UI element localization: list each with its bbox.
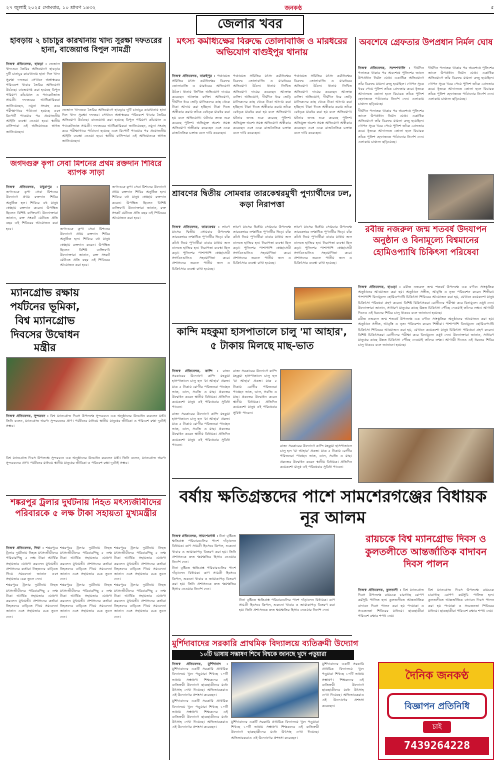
story9-dateline: নিজস্ব প্রতিবেদক, সামশেরগঞ্জ : [172, 534, 219, 538]
story2-headline: মৎস্য কর্মাধ্যক্ষের বিরুদ্ধে তোলাবাজি ও মারধরের অভিযোগ বাগুইপুর থানায় [176, 37, 348, 59]
story4-body-cont-text: জগদগুরু কৃপা সেবা মিশনের উদ্যোগে প্রথম রক্তদান শিবির অনুষ্ঠিত হল। শিবিরে বহু মানুষ স্বেচ্ছায় রক্তদান করেন। উপস্থিত ছিলেন বিশিষ্ট ব্যক্তিবর্গ। উদ্যোক্তারা জানান, রক্ত সংকট মেটাতে প্রতি বছর এই শিবিরের আয়োজন করা হবে। [60, 227, 110, 268]
divider [6, 283, 166, 284]
story4-body-cont [60, 227, 110, 280]
story5-photo [294, 287, 352, 320]
story2-body-text: পঞ্চায়েত সমিতির মৎস্য কর্মাধ্যক্ষের বিরুদ্ধে তোলাবাজি ও মারধরের অভিযোগ উঠল। থানায় লিখিত অভিযোগ দায়ের করেছেন আক্রান্ত ব্যক্তি। অভিযোগ, দীর্ঘদিন ধরে ভেড়ি মালিকদের কাছ থেকে টাকা আদায় করা হচ্ছিল। টাকা দিতে অস্বীকার করায় তাঁকে বেধড়ক মারধর করা হয় বলে অভিযোগ। ঘটনার তদন্ত শুরু করেছে পুলিশ। অভিযুক্ত অবশ্য সমস্ত অভিযোগ অস্বীকার করেছেন এবং একে রাজনৈতিক চক্রান্ত বলে দাবি করেছেন। [172, 74, 230, 136]
story2-body-cont2 [294, 74, 352, 182]
story8-body-text: রাজ্য সরকারের উদ্যোগে কান্দি মহকুমা হাসপাতালে চালু হল 'মা আহার' প্রকল্প। মাত্র ৫ টাকায় রোগীর পরিজনরা পাচ্ছেন ভাত, ডাল, সবজি ও মাছ। প্রকল্পের উদ্বোধন করেন স্থানীয় বিধায়ক। প্রতিদিন কয়েকশো মানুষ এই পরিষেবার সুবিধা পাবেন। [172, 369, 230, 410]
story12-body-cont2-text: মুর্শিদাবাদের একটি সরকারি প্রাথমিক বিদ্যালয়ে খুদে পড়ুয়ারা শিখছে ১০টি ভাষায় সম্ভাষণ। শিক্ষকদের এই ব্যতিক্রমী উদ্যোগে ছাত্রছাত্রীদের মধ্যে উৎসাহ দেখা দিয়েছে। অভিভাবকরাও এই উদ্যোগের প্রশংসা করেছেন। [231, 720, 319, 740]
story8-body-cont3-text: রাজ্য সরকারের উদ্যোগে কান্দি মহকুমা হাসপাতালে চালু হল 'মা আহার' প্রকল্প। মাত্র ৫ টাকায় রোগীর পরিজনরা পাচ্ছেন ভাত, ডাল, সবজি ও মাছ। প্রকল্পের উদ্বোধন করেন স্থানীয় বিধায়ক। প্রতিদিন কয়েকশো মানুষ এই পরিষেবার সুবিধা পাবেন। [280, 444, 352, 469]
story11-body-cont3-text: শঙ্করপুরে ট্রলার দুর্ঘটনায় নিহত মৎস্যজীবীদের পরিবারপিছু ৫ লক্ষ টাকা আর্থিক সহায়তার ঘোষণা করলেন মুখ্যমন্ত্রী। প্রশাসনের কর্তারা নিহতদের বাড়িতে গিয়ে সমবেদনা জানান এবং সহায়তার চেক তুলে দেন। [60, 583, 112, 619]
story5-headline: শ্রাবণের দ্বিতীয় সোমবার তারকেশ্বরমুখী পুণ্যার্থীদের ঢল, কড়া নিরাপত্তা [172, 188, 352, 210]
story1-photo [62, 62, 166, 106]
story9-body-cont [239, 598, 335, 632]
story5-body-text: শ্রাবণ মাসের দ্বিতীয় সোমবার উপলক্ষে তারকেশ্বরে লক্ষাধিক পুণ্যার্থীর ভিড়। বাঁক কাঁধে নিয়ে পুণ্যার্থীরা বাবার মাথায় জল ঢালতে হাজির হন। নিরাপত্তা ব্যবস্থা ছিল কড়া। পুলিশের পাশাপাশি স্বেচ্ছাসেবী সংগঠনগুলিও সহযোগিতা করে। প্রশাসনের তরফে পানীয় জল ও চিকিৎসার ব্যবস্থা রাখা হয়েছে। [172, 225, 230, 271]
story5-body-cont [233, 225, 291, 320]
divider [6, 495, 166, 496]
story11-headline: শঙ্করপুর ট্রলার দুর্ঘটনায় নিহত মৎস্যজীবীদের পরিবারকে ৫ লক্ষ টাকা সহায়তা মুখ্যমন্ত্রীর [10, 498, 162, 519]
story10-headline: রায়চকে বিশ্ব ম্যানগ্রোভ দিবস ও কুলতলীতে আন্তর্জাতিক বাদাবন দিবস পালন [365, 534, 487, 571]
story11-body [6, 546, 58, 760]
story6-body [358, 285, 494, 425]
story3-body-cont [428, 66, 494, 172]
story5-dateline: নিজস্ব প্রতিবেদক, তারকেশ্বর : [172, 225, 220, 229]
story1-headline: হাবড়ায় ২ চাচাচুর কারখানায় খাদ্য সুরক্ষা দফতরের হানা, বাজেয়াপ্ত বিপুল সামগ্রী [10, 37, 162, 54]
story12-subhead: ১০টি ভাষায় সম্ভাষণ শিখে বিশ্বকে জানছে খুদে পড়ুয়ারা [172, 650, 354, 660]
story1-body-cont-text: ভেজাল খাদ্যদ্রব্য তৈরির অভিযোগে হাবড়ার দুটি চানাচুর কারখানায় হানা দিল খাদ্য সুরক্ষা দফতর। সেখানে অস্বাস্থ্যকর পরিবেশে খাবার তৈরির অভিযোগ উঠেছে। বাজেয়াপ্ত করা হয়েছে বিপুল পরিমাণ কাঁচামাল ও প্যাকেটজাত সামগ্রী। দফতরের আধিকারিকরা জানিয়েছেন, নমুনা সংগ্রহ করে পরীক্ষাগারে পাঠানো হয়েছে এবং রিপোর্ট পাওয়ার পর প্রয়োজনীয় আইনি ব্যবস্থা নেওয়া হবে। স্থানীয় বাসিন্দারা এই অভিযানকে স্বাগত জানিয়েছেন। [62, 108, 166, 144]
story12-body-cont3-text: মুর্শিদাবাদের একটি সরকারি প্রাথমিক বিদ্যালয়ে খুদে পড়ুয়ারা শিখছে ১০টি ভাষায় সম্ভাষণ। শিক্ষকদের এই ব্যতিক্রমী উদ্যোগে ছাত্রছাত্রীদের মধ্যে উৎসাহ দেখা দিয়েছে। অভিভাবকরাও এই উদ্যোগের প্রশংসা করেছেন। [322, 662, 364, 708]
story4-body [6, 185, 58, 280]
ad-banner[interactable] [378, 662, 494, 760]
story8-headline-text: কান্দি মহকুমা হাসপাতালে চালু 'মা আহার', ৫ টাকায় মিলছে মাছ-ভাত [176, 327, 348, 352]
story3-headline: অবশেষে গ্রেফতার উপপ্রধান নির্মল ঘোষ [359, 37, 493, 47]
ad-sub: চাই [423, 721, 451, 733]
divider [172, 185, 352, 186]
story6-photo [358, 428, 494, 483]
story7-body-cont-text: বিশ্ব ম্যানগ্রোভ দিবস উপলক্ষে সুন্দরবনে এক অনুষ্ঠানের উদ্বোধন করলেন মন্ত্রী। তিনি বলেন, ম্যানগ্রোভ অরণ্য সুন্দরবনের প্রাণ। পর্যটনের মাধ্যমে স্থানীয় মানুষের জীবিকা ও পরিবেশ রক্ষা দুটোই সম্ভব। [6, 456, 166, 466]
story5-body-cont-text: শ্রাবণ মাসের দ্বিতীয় সোমবার উপলক্ষে তারকেশ্বরে লক্ষাধিক পুণ্যার্থীর ভিড়। বাঁক কাঁধে নিয়ে পুণ্যার্থীরা বাবার মাথায় জল ঢালতে হাজির হন। নিরাপত্তা ব্যবস্থা ছিল কড়া। পুলিশের পাশাপাশি স্বেচ্ছাসেবী সংগঠনগুলিও সহযোগিতা করে। প্রশাসনের তরফে পানীয় জল ও চিকিৎসার ব্যবস্থা রাখা হয়েছে। [233, 225, 291, 266]
story8-body [172, 369, 230, 476]
story8-dateline: নিজস্ব প্রতিবেদক, কান্দি : [172, 369, 219, 373]
story4-body-cont2 [112, 185, 166, 280]
story6-headline: রবীন্দ্র নজরুল জন্ম শতবর্ষ উদযাপন অনুষ্ঠান ও বিনামূল্যে বিশ্বমানের হোমিওপ্যাথি চিকিৎসা পরিষেবা [365, 225, 487, 258]
story12-headline: মুর্শিদাবাদের সরকারি প্রাথমিক বিদ্যালয়ে ব্যতিক্রমী উদ্যোগ [172, 638, 359, 648]
divider [172, 635, 352, 636]
divider [172, 323, 352, 324]
story8-body-cont-text: রাজ্য সরকারের উদ্যোগে কান্দি মহকুমা হাসপাতালে চালু হল 'মা আহার' প্রকল্প। মাত্র ৫ টাকায় রোগীর পরিজনরা পাচ্ছেন ভাত, ডাল, সবজি ও মাছ। প্রকল্পের উদ্বোধন করেন স্থানীয় বিধায়ক। প্রতিদিন কয়েকশো মানুষ এই পরিষেবার সুবিধা পাবেন। [172, 411, 230, 447]
story7-body-cont [6, 456, 166, 492]
masthead [6, 4, 494, 13]
story10-body-cont-text: বিশ্ব ম্যানগ্রোভ দিবস উপলক্ষে রায়চকে চারাগাছ রোপণ কর্মসূচি পালিত হল। কুলতলীতে আন্তর্জাতিক বাদাবন দিবস পালন করা হয় পদযাত্রা ও সচেতনতা শিবিরের মাধ্যমে। ছাত্রছাত্রীরা পরিবেশ রক্ষার শপথ নেয়। [428, 588, 494, 613]
story7-dateline: নিজস্ব প্রতিবেদক, সুন্দরবন : [6, 414, 49, 418]
story12-body [172, 662, 228, 760]
story2-body-cont-text: পঞ্চায়েত সমিতির মৎস্য কর্মাধ্যক্ষের বিরুদ্ধে তোলাবাজি ও মারধরের অভিযোগ উঠল। থানায় লিখিত অভিযোগ দায়ের করেছেন আক্রান্ত ব্যক্তি। অভিযোগ, দীর্ঘদিন ধরে ভেড়ি মালিকদের কাছ থেকে টাকা আদায় করা হচ্ছিল। টাকা দিতে অস্বীকার করায় তাঁকে বেধড়ক মারধর করা হয় বলে অভিযোগ। ঘটনার তদন্ত শুরু করেছে পুলিশ। অভিযুক্ত অবশ্য সমস্ত অভিযোগ অস্বীকার করেছেন এবং একে রাজনৈতিক চক্রান্ত বলে দাবি করেছেন। [233, 74, 291, 136]
story11-body-cont4-text: শঙ্করপুরে ট্রলার দুর্ঘটনায় নিহত মৎস্যজীবীদের পরিবারপিছু ৫ লক্ষ টাকা আর্থিক সহায়তার ঘোষণা করলেন মুখ্যমন্ত্রী। প্রশাসনের কর্তারা নিহতদের বাড়িতে গিয়ে সমবেদনা জানান এবং সহায়তার চেক তুলে দেন। [114, 546, 166, 582]
story8-photo [280, 369, 352, 441]
story11-body-cont5-text: শঙ্করপুরে ট্রলার দুর্ঘটনায় নিহত মৎস্যজীবীদের পরিবারপিছু ৫ লক্ষ টাকা আর্থিক সহায়তার ঘোষণা করলেন মুখ্যমন্ত্রী। প্রশাসনের কর্তারা নিহতদের বাড়িতে গিয়ে সমবেদনা জানান এবং সহায়তার চেক তুলে দেন। [114, 583, 166, 619]
story12-dateline: নিজস্ব প্রতিবেদক, মুর্শিদাবাদ : [172, 662, 228, 666]
story3-body-text: দীর্ঘদিন পলাতক থাকার পর অবশেষে পুলিশের জালে উপপ্রধান নির্মল ঘোষ। একাধিক অভিযোগে তাঁর বিরুদ্ধে মামলা রুজু হয়েছিল। গোপন সূত্রে খবর পেয়ে পুলিশ তাঁকে গ্রেফতার করে। ধৃতকে আদালতে তোলা হলে বিচারক তাঁকে পুলিশ হেফাজতে পাঠানোর নির্দেশ দেন। এলাকায় চাঞ্চল্য ছড়িয়েছে। [358, 66, 424, 107]
divider [6, 157, 166, 158]
story1-body-cont [62, 108, 166, 154]
story6-dateline: নিজস্ব প্রতিবেদক, হাওড়া : [358, 285, 401, 289]
story1-body-text: ভেজাল খাদ্যদ্রব্য তৈরির অভিযোগে হাবড়ার দুটি চানাচুর কারখানায় হানা দিল খাদ্য সুরক্ষা দফতর। সেখানে অস্বাস্থ্যকর পরিবেশে খাবার তৈরির অভিযোগ উঠেছে। বাজেয়াপ্ত করা হয়েছে বিপুল পরিমাণ কাঁচামাল ও প্যাকেটজাত সামগ্রী। দফতরের আধিকারিকরা জানিয়েছেন, নমুনা সংগ্রহ করে পরীক্ষাগারে পাঠানো হয়েছে এবং রিপোর্ট পাওয়ার পর প্রয়োজনীয় আইনি ব্যবস্থা নেওয়া হবে। স্থানীয় বাসিন্দারা এই অভিযানকে স্বাগত জানিয়েছেন। [6, 62, 60, 134]
story9-body-cont-text: টানা বৃষ্টিতে ক্ষতিগ্রস্ত পরিবারগুলির পাশে দাঁড়ালেন বিধায়ক। ত্রাণ সামগ্রী হিসেবে ত্রিপল, শুকনো খাবার ও জামাকাপড় বিতরণ করা হয়। তিনি প্রশাসনকে দ্রুত ক্ষয়ক্ষতির হিসাব নেওয়ার নির্দেশ দেন। [172, 566, 236, 592]
story3-photo [428, 174, 494, 220]
story7-body-text: বিশ্ব ম্যানগ্রোভ দিবস উপলক্ষে সুন্দরবনে এক অনুষ্ঠানের উদ্বোধন করলেন মন্ত্রী। তিনি বলেন, ম্যানগ্রোভ অরণ্য সুন্দরবনের প্রাণ। পর্যটনের মাধ্যমে স্থানীয় মানুষের জীবিকা ও পরিবেশ রক্ষা দুটোই সম্ভব। [6, 414, 166, 429]
story4-body-text: জগদগুরু কৃপা সেবা মিশনের উদ্যোগে প্রথম রক্তদান শিবির অনুষ্ঠিত হল। শিবিরে বহু মানুষ স্বেচ্ছায় রক্তদান করেন। উপস্থিত ছিলেন বিশিষ্ট ব্যক্তিবর্গ। উদ্যোক্তারা জানান, রক্ত সংকট মেটাতে প্রতি বছর এই শিবিরের আয়োজন করা হবে। [6, 190, 58, 231]
ad-title: বিজ্ঞাপন প্রতিনিধি [387, 693, 487, 719]
story5-body [172, 225, 230, 320]
story2-dateline: নিজস্ব প্রতিবেদক, বারুইপুর : [172, 74, 216, 78]
story12-photo [231, 662, 319, 718]
story5-body-cont2-text: শ্রাবণ মাসের দ্বিতীয় সোমবার উপলক্ষে তারকেশ্বরে লক্ষাধিক পুণ্যার্থীর ভিড়। বাঁক কাঁধে নিয়ে পুণ্যার্থীরা বাবার মাথায় জল ঢালতে হাজির হন। নিরাপত্তা ব্যবস্থা ছিল কড়া। পুলিশের পাশাপাশি স্বেচ্ছাসেবী সংগঠনগুলিও সহযোগিতা করে। প্রশাসনের তরফে পানীয় জল ও চিকিৎসার ব্যবস্থা রাখা হয়েছে। [294, 225, 352, 266]
masthead-rule [6, 13, 494, 14]
story5-body-cont2 [294, 225, 352, 285]
issue-date: ২৭ জুলাই ২০২৫ সোমবার, ১০ শ্রাবণ ১৪৩২ [6, 4, 96, 11]
masthead-brand: জনকণ্ঠ [284, 5, 302, 12]
story1-body [6, 62, 60, 154]
story7-photo [6, 357, 166, 411]
story9-photo [239, 534, 335, 596]
story11-body-cont2-text: শঙ্করপুরে ট্রলার দুর্ঘটনায় নিহত মৎস্যজীবীদের পরিবারপিছু ৫ লক্ষ টাকা আর্থিক সহায়তার ঘোষণা করলেন মুখ্যমন্ত্রী। প্রশাসনের কর্তারা নিহতদের বাড়িতে গিয়ে সমবেদনা জানান এবং সহায়তার চেক তুলে দেন। [60, 546, 112, 582]
story11-body-cont-text: শঙ্করপুরে ট্রলার দুর্ঘটনায় নিহত মৎস্যজীবীদের পরিবারপিছু ৫ লক্ষ টাকা আর্থিক সহায়তার ঘোষণা করলেন মুখ্যমন্ত্রী। প্রশাসনের কর্তারা নিহতদের বাড়িতে গিয়ে সমবেদনা জানান এবং সহায়তার চেক তুলে দেন। [6, 583, 58, 619]
story3-body-cont2-text: দীর্ঘদিন পলাতক থাকার পর অবশেষে পুলিশের জালে উপপ্রধান নির্মল ঘোষ। একাধিক অভিযোগে তাঁর বিরুদ্ধে মামলা রুজু হয়েছিল। গোপন সূত্রে খবর পেয়ে পুলিশ তাঁকে গ্রেফতার করে। ধৃতকে আদালতে তোলা হলে বিচারক তাঁকে পুলিশ হেফাজতে পাঠানোর নির্দেশ দেন। এলাকায় চাঞ্চল্য ছড়িয়েছে। [428, 66, 494, 102]
story11-body-text: শঙ্করপুরে ট্রলার দুর্ঘটনায় নিহত মৎস্যজীবীদের পরিবারপিছু ৫ লক্ষ টাকা আর্থিক সহায়তার ঘোষণা করলেন মুখ্যমন্ত্রী। প্রশাসনের কর্তারা নিহতদের বাড়িতে গিয়ে সমবেদনা জানান এবং সহায়তার চেক তুলে দেন। [6, 546, 58, 582]
story11-body-cont [60, 546, 112, 760]
story2-body-cont2-text: পঞ্চায়েত সমিতির মৎস্য কর্মাধ্যক্ষের বিরুদ্ধে তোলাবাজি ও মারধরের অভিযোগ উঠল। থানায় লিখিত অভিযোগ দায়ের করেছেন আক্রান্ত ব্যক্তি। অভিযোগ, দীর্ঘদিন ধরে ভেড়ি মালিকদের কাছ থেকে টাকা আদায় করা হচ্ছিল। টাকা দিতে অস্বীকার করায় তাঁকে বেধড়ক মারধর করা হয় বলে অভিযোগ। ঘটনার তদন্ত শুরু করেছে পুলিশ। অভিযুক্ত অবশ্য সমস্ত অভিযোগ অস্বীকার করেছেন এবং একে রাজনৈতিক চক্রান্ত বলে দাবি করেছেন। [294, 74, 352, 136]
story6-body-text: রবীন্দ্র নজরুল জন্ম শতবর্ষ উপলক্ষে এক বর্ণাঢ্য সাংস্কৃতিক অনুষ্ঠানের আয়োজন করা হয়। অনুষ্ঠানে সঙ্গীত, আবৃত্তি ও নৃত্য পরিবেশন করেন শিল্পীরা। পাশাপাশি বিনামূল্যে হোমিওপ্যাথি চিকিৎসা শিবিরের আয়োজন করা হয়, যেখানে কয়েকশো মানুষ চিকিৎসা পরিষেবা গ্রহণ করেন। বিশিষ্ট চিকিৎসকরা রোগীদের পরীক্ষা করে বিনামূল্যে ওষুধ দেন। উদ্যোক্তারা জানান, সাধারণ মানুষের কাছে উন্নত চিকিৎসা পৌঁছে দেওয়াই তাঁদের লক্ষ্য। আগামী দিনেও এই ধরনের শিবির চালু থাকবে বলে জানানো হয়েছে। [358, 285, 494, 316]
story7-body [6, 414, 166, 454]
story6-body-cont-text: রবীন্দ্র নজরুল জন্ম শতবর্ষ উপলক্ষে এক বর্ণাঢ্য সাংস্কৃতিক অনুষ্ঠানের আয়োজন করা হয়। অনুষ্ঠানে সঙ্গীত, আবৃত্তি ও নৃত্য পরিবেশন করেন শিল্পীরা। পাশাপাশি বিনামূল্যে হোমিওপ্যাথি চিকিৎসা শিবিরের আয়োজন করা হয়, যেখানে কয়েকশো মানুষ চিকিৎসা পরিষেবা গ্রহণ করেন। বিশিষ্ট চিকিৎসকরা রোগীদের পরীক্ষা করে বিনামূল্যে ওষুধ দেন। উদ্যোক্তারা জানান, সাধারণ মানুষের কাছে উন্নত চিকিৎসা পৌঁছে দেওয়াই তাঁদের লক্ষ্য। আগামী দিনেও এই ধরনের শিবির চালু থাকবে বলে জানানো হয়েছে। [358, 317, 494, 348]
story11-body-cont2 [114, 546, 166, 760]
story9-headline: বর্ষায় ক্ষতিগ্রস্তদের পাশে সামশেরগঞ্জের বিধায়ক নূর আলম [179, 487, 487, 528]
story10-dateline: নিজস্ব প্রতিবেদক, কুলতলী : [358, 588, 402, 592]
ad-phone[interactable]: 7439264228 [385, 737, 489, 755]
story8-body-cont [233, 369, 277, 476]
story10-body-text: বিশ্ব ম্যানগ্রোভ দিবস উপলক্ষে রায়চকে চারাগাছ রোপণ কর্মসূচি পালিত হল। কুলতলীতে আন্তর্জাতিক বাদাবন দিবস পালন করা হয় পদযাত্রা ও সচেতনতা শিবিরের মাধ্যমে। ছাত্রছাত্রীরা পরিবেশ রক্ষার শপথ নেয়। [358, 588, 424, 619]
story11-dateline: নিজস্ব প্রতিবেদক, দিঘা : [6, 546, 44, 550]
column-divider [355, 37, 356, 222]
story8-body-cont2-text: রাজ্য সরকারের উদ্যোগে কান্দি মহকুমা হাসপাতালে চালু হল 'মা আহার' প্রকল্প। মাত্র ৫ টাকায় রোগীর পরিজনরা পাচ্ছেন ভাত, ডাল, সবজি ও মাছ। প্রকল্পের উদ্বোধন করেন স্থানীয় বিধায়ক। প্রতিদিন কয়েকশো মানুষ এই পরিষেবার সুবিধা পাবেন। [233, 369, 277, 415]
story1-dateline: নিজস্ব প্রতিবেদক, হাবড়া : [6, 62, 47, 66]
section-title: জেলার খবর [196, 15, 304, 35]
divider [358, 222, 494, 223]
story4-dateline: নিজস্ব প্রতিবেদক, মথুরাপুর : [6, 185, 58, 189]
story9-body-cont2-text: টানা বৃষ্টিতে ক্ষতিগ্রস্ত পরিবারগুলির পাশে দাঁড়ালেন বিধায়ক। ত্রাণ সামগ্রী হিসেবে ত্রিপল, শুকনো খাবার ও জামাকাপড় বিতরণ করা হয়। তিনি প্রশাসনকে দ্রুত ক্ষয়ক্ষতির হিসাব নেওয়ার নির্দেশ দেন। [239, 598, 335, 613]
story3-dateline: নিজস্ব প্রতিবেদক, সন্দেশখালি : [358, 66, 411, 70]
story12-body-text: মুর্শিদাবাদের একটি সরকারি প্রাথমিক বিদ্যালয়ে খুদে পড়ুয়ারা শিখছে ১০টি ভাষায় সম্ভাষণ। শিক্ষকদের এই ব্যতিক্রমী উদ্যোগে ছাত্রছাত্রীদের মধ্যে উৎসাহ দেখা দিয়েছে। অভিভাবকরাও এই উদ্যোগের প্রশংসা করেছেন। [172, 667, 228, 698]
story9-body-text: টানা বৃষ্টিতে ক্ষতিগ্রস্ত পরিবারগুলির পাশে দাঁড়ালেন বিধায়ক। ত্রাণ সামগ্রী হিসেবে ত্রিপল, শুকনো খাবার ও জামাকাপড় বিতরণ করা হয়। তিনি প্রশাসনকে দ্রুত ক্ষয়ক্ষতির হিসাব নেওয়ার নির্দেশ দেন। [172, 534, 236, 565]
story4-headline: জগদগুরু কৃপা সেবা মিশনের প্রথম রক্তদান শিবিরে ব্যাপক সাড়া [10, 160, 162, 177]
story3-body [358, 66, 424, 220]
ad-newspaper-name: দৈনিক জনকণ্ঠ [379, 663, 494, 689]
story4-photo [60, 185, 110, 225]
story4-body-cont2-text: জগদগুরু কৃপা সেবা মিশনের উদ্যোগে প্রথম রক্তদান শিবির অনুষ্ঠিত হল। শিবিরে বহু মানুষ স্বেচ্ছায় রক্তদান করেন। উপস্থিত ছিলেন বিশিষ্ট ব্যক্তিবর্গ। উদ্যোক্তারা জানান, রক্ত সংকট মেটাতে প্রতি বছর এই শিবিরের আয়োজন করা হবে। [112, 185, 166, 221]
story12-body-cont2 [322, 662, 364, 760]
story12-body-cont [231, 720, 319, 760]
story8-headline [172, 326, 352, 366]
divider [172, 478, 352, 479]
story2-body-cont [233, 74, 291, 182]
story12-body-cont-text: মুর্শিদাবাদের একটি সরকারি প্রাথমিক বিদ্যালয়ে খুদে পড়ুয়ারা শিখছে ১০টি ভাষায় সম্ভাষণ। শিক্ষকদের এই ব্যতিক্রমী উদ্যোগে ছাত্রছাত্রীদের মধ্যে উৎসাহ দেখা দিয়েছে। অভিভাবকরাও এই উদ্যোগের প্রশংসা করেছেন। [172, 699, 228, 730]
story9-body [172, 534, 236, 632]
page-number: ৫ [490, 4, 494, 11]
story3-body-cont-text: দীর্ঘদিন পলাতক থাকার পর অবশেষে পুলিশের জালে উপপ্রধান নির্মল ঘোষ। একাধিক অভিযোগে তাঁর বিরুদ্ধে মামলা রুজু হয়েছিল। গোপন সূত্রে খবর পেয়ে পুলিশ তাঁকে গ্রেফতার করে। ধৃতকে আদালতে তোলা হলে বিচারক তাঁকে পুলিশ হেফাজতে পাঠানোর নির্দেশ দেন। এলাকায় চাঞ্চল্য ছড়িয়েছে। [358, 108, 424, 144]
column-divider [169, 37, 170, 760]
story2-body [172, 74, 230, 182]
story8-body-cont2 [280, 444, 352, 476]
story7-headline: ম্যানগ্রোভ রক্ষায় পর্যটনের ভূমিকা, বিশ্ব ম্যানগ্রোভ দিবসের উদ্বোধন মন্ত্রীর [10, 287, 80, 355]
